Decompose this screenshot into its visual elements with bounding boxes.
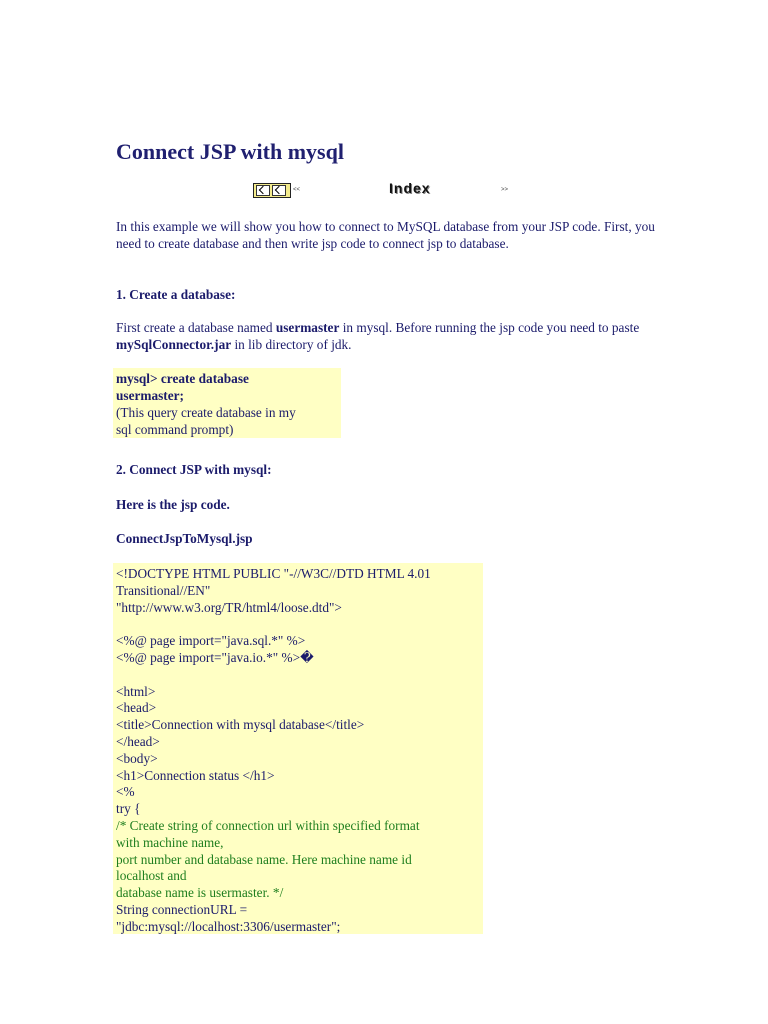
index-link[interactable]: Index xyxy=(389,180,431,196)
code-comment-line: localhost and xyxy=(116,868,187,884)
code-line: String connectionURL = xyxy=(116,902,248,917)
create-database-paragraph xyxy=(116,319,656,353)
code-comment-line: with machine name, xyxy=(116,834,224,850)
code-block xyxy=(113,563,483,934)
intro-paragraph: In this example we will show you how to connect to MySQL database from your JSP code. First, you need to create database and then write jsp code to connect jsp to database. xyxy=(116,219,655,251)
connector-jar-name: mySqlConnector.jar xyxy=(116,337,232,352)
code-line: <%@ page import="java.sql.*" %> xyxy=(116,633,306,649)
code-comment-line: /* Create string of connection url within specified format xyxy=(116,818,420,833)
code-line: <title>Connection with mysql database</title> xyxy=(116,717,365,733)
paragraph-text: First create a database named xyxy=(116,320,276,335)
code-line: try { xyxy=(116,801,141,817)
code-line: <% xyxy=(116,784,135,800)
code-line: <!DOCTYPE HTML PUBLIC "-//W3C//DTD HTML 4.01 xyxy=(116,566,431,581)
code-line: <head> xyxy=(116,700,157,716)
prev-arrow-icon xyxy=(256,185,270,196)
page-title: Connect JSP with mysql xyxy=(116,139,344,164)
sql-command-text xyxy=(116,370,338,438)
prev-link[interactable]: << xyxy=(293,187,301,193)
code-comment-line: port number and database name. Here machine name id xyxy=(116,851,412,867)
code-line: <body> xyxy=(116,750,158,766)
code-line: </head> xyxy=(116,734,160,749)
code-line: <html> xyxy=(116,683,156,699)
code-intro-heading: Here is the jsp code. xyxy=(116,497,230,512)
sql-command-line: usermaster; xyxy=(116,388,184,403)
sql-command-line: mysql> create database xyxy=(116,371,249,386)
nav-bar xyxy=(0,180,768,200)
code-line: <%@ page import="java.io.*" %>� xyxy=(116,650,314,665)
sql-command-box xyxy=(113,368,341,438)
code-line: Transitional//EN" xyxy=(116,582,211,598)
code-line: "http://www.w3.org/TR/html4/loose.dtd"> xyxy=(116,599,342,615)
database-name: usermaster xyxy=(275,320,340,335)
next-link[interactable]: >> xyxy=(501,187,509,193)
prev-page-button[interactable] xyxy=(253,183,291,198)
section-heading-create-database: 1. Create a database: xyxy=(116,287,236,302)
paragraph-text: in lib directory of jdk. xyxy=(231,337,352,352)
code-filename: ConnectJspToMysql.jsp xyxy=(116,531,253,546)
paragraph-text: in mysql. Before running the jsp code you need to paste xyxy=(339,320,640,335)
code-line: <h1>Connection status </h1> xyxy=(116,767,275,783)
sql-note-line: sql command prompt) xyxy=(116,422,234,437)
sql-note-line: (This query create database in my xyxy=(116,405,296,420)
section-heading-connect-jsp: 2. Connect JSP with mysql: xyxy=(116,462,272,477)
code-line: "jdbc:mysql://localhost:3306/usermaster"; xyxy=(116,918,341,934)
code-comment-line: database name is usermaster. */ xyxy=(116,885,284,901)
prev-arrow-icon xyxy=(272,185,286,196)
